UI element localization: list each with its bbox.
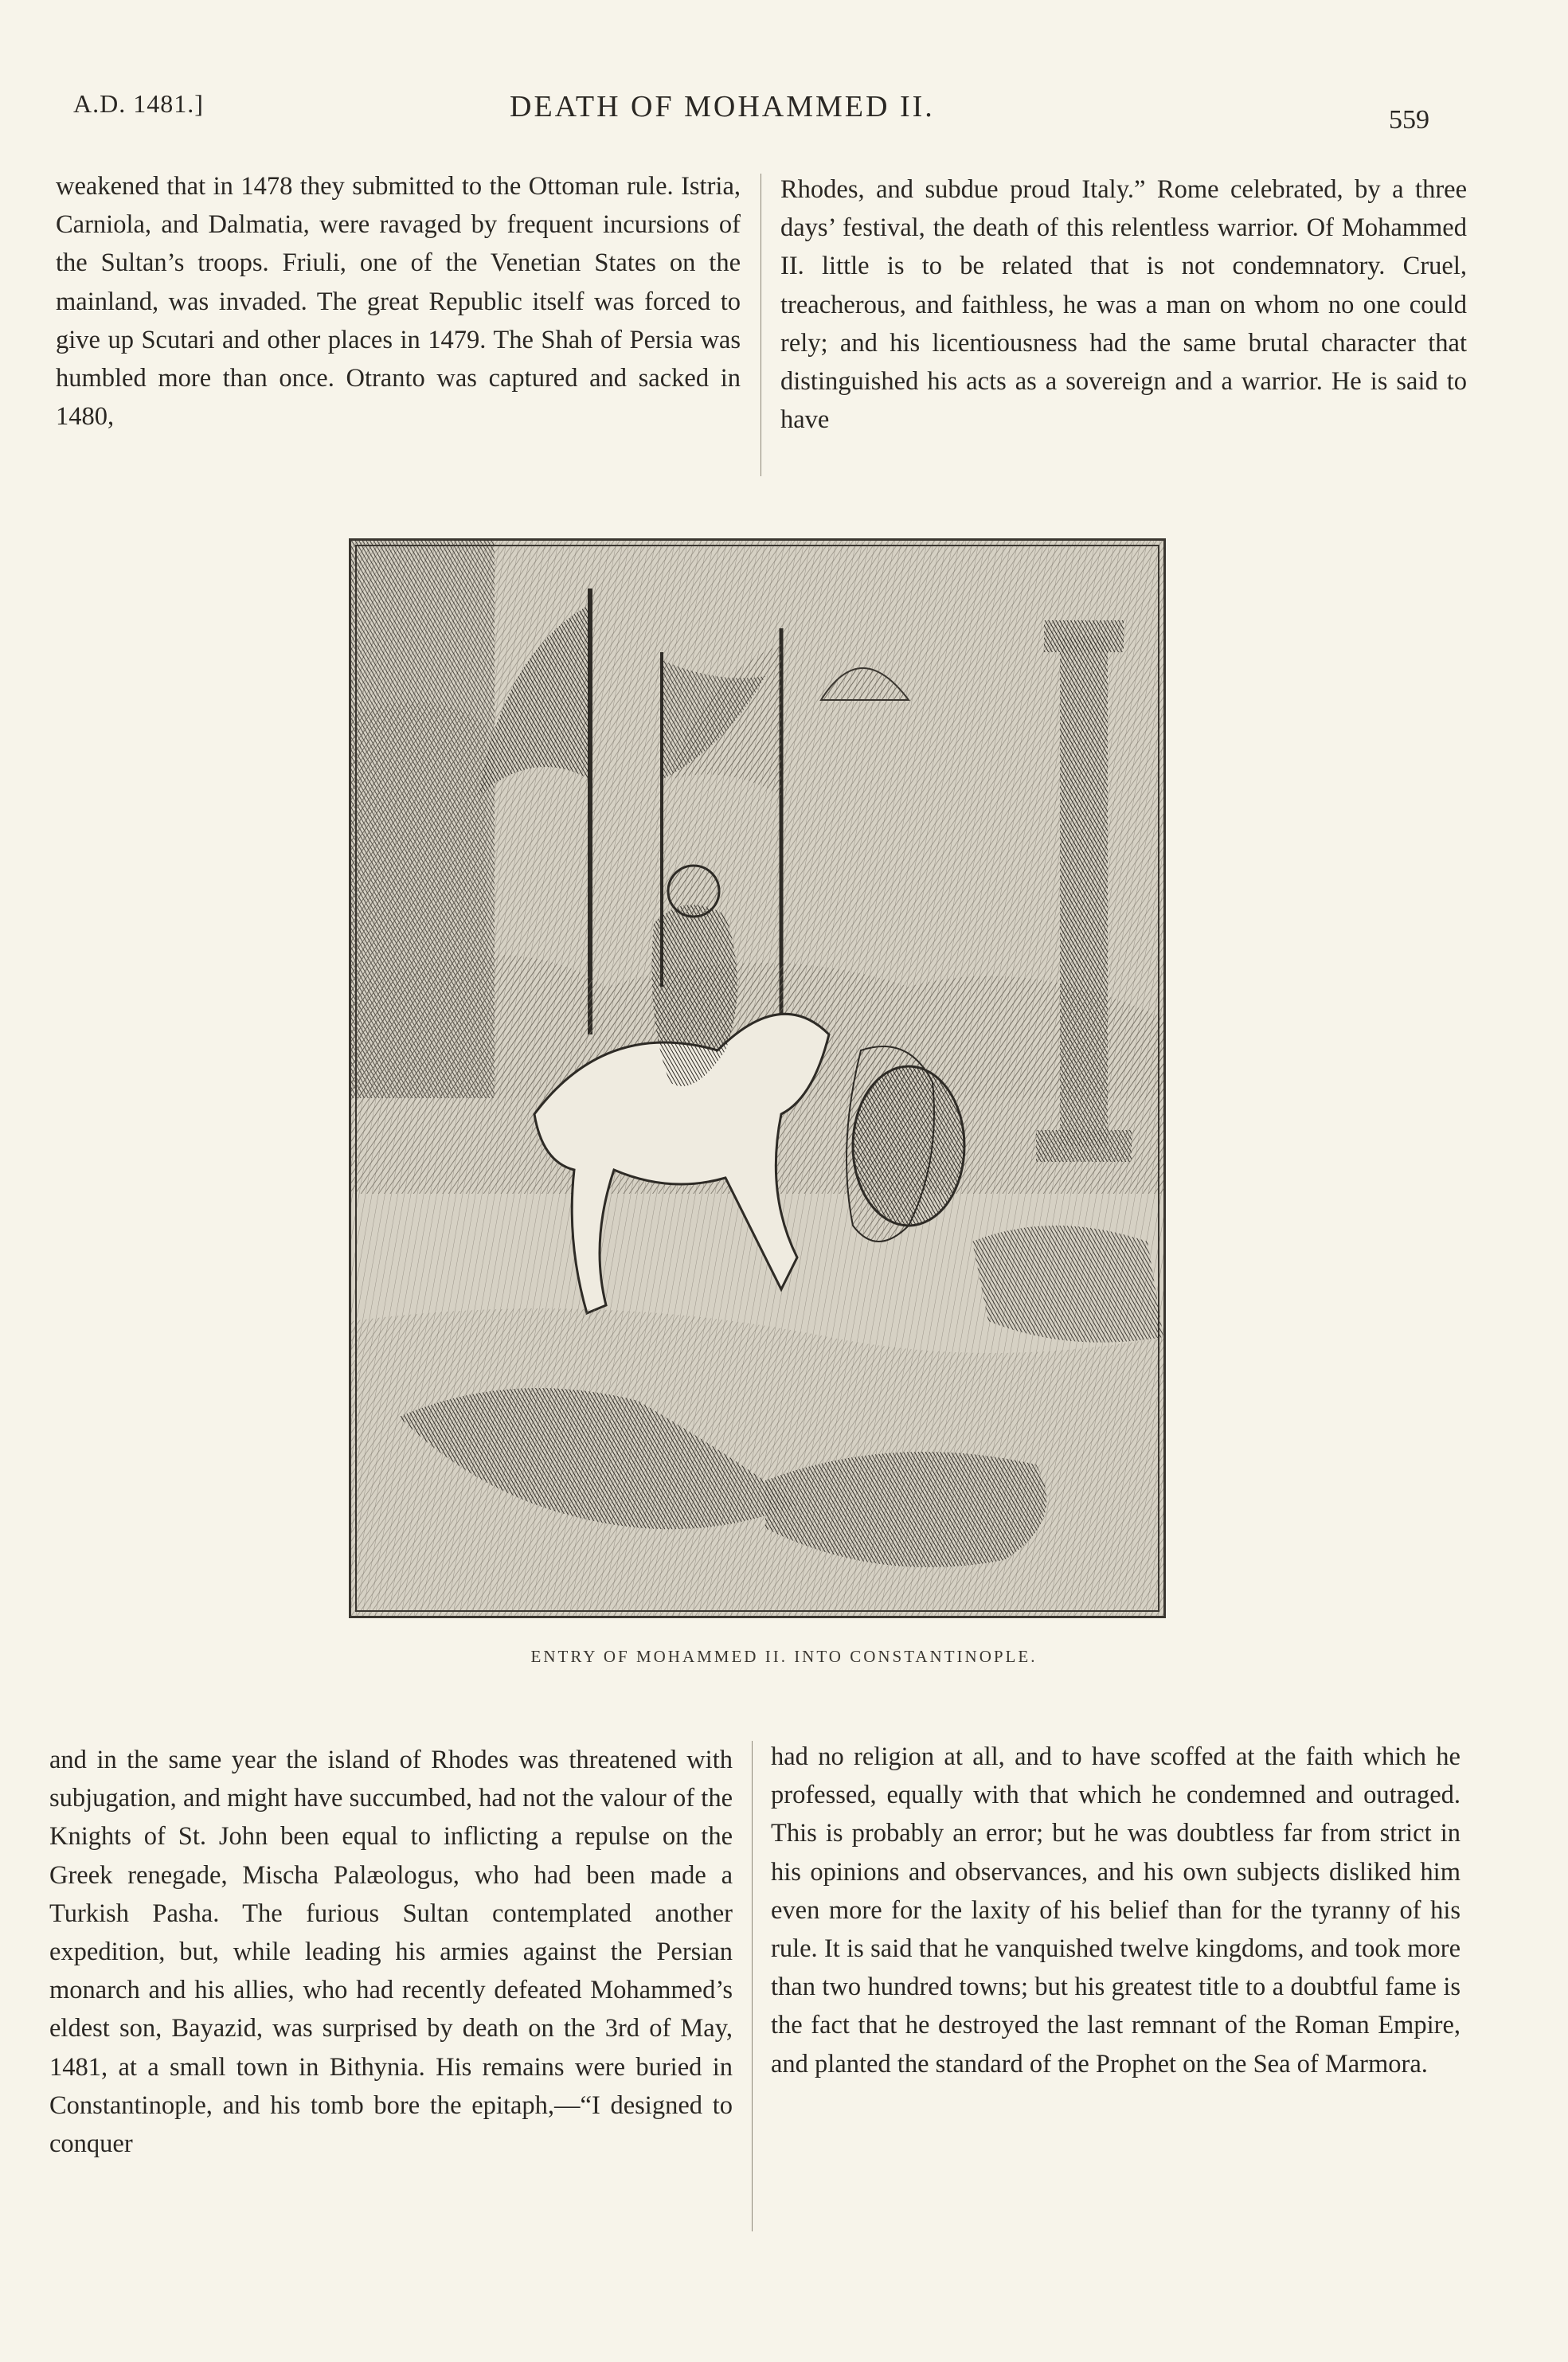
illustration-caption: ENTRY OF MOHAMMED II. INTO CONSTANTINOPLE.	[530, 1647, 1038, 1666]
engraving-illustration	[349, 538, 1166, 1618]
engraving-artwork	[351, 541, 1163, 1616]
running-head-title: DEATH OF MOHAMMED II.	[510, 90, 935, 123]
column-divider	[752, 1741, 753, 2231]
bottom-left-column	[49, 1741, 733, 2163]
top-left-column	[56, 167, 741, 436]
running-head-date: A.D. 1481.]	[73, 89, 204, 118]
paragraph: Rhodes, and subdue proud Italy.” Rome celebrated, by a three days’ festival, the death of this relentless warrior. Of Mohammed II. little is to be related that is not condemnatory. Cruel, treacherous, and faithless, he was a man on whom no one could rely; and his licentiousness had the same brutal character that distinguished his acts as a sovereign and a warrior. He is said to have	[780, 175, 1467, 435]
running-head	[0, 89, 1568, 137]
paragraph: and in the same year the island of Rhodes was threatened with subjugation, and might have succumbed, had not the valour of the Knights of St. John been equal to inflicting a repulse on the Greek renegade, Mischa Palæologus, who had been made a Turkish Pasha. The furious Sultan contemplated another expedition, but, while leading his armies against the Persian monarch and his allies, who had recently defeated Mohammed’s eldest son, Bayazid, was surprised by death on the 3rd of May, 1481, at a small town in Bithynia. His remains were buried in Constantinople, and his tomb bore the epitaph,—“I designed to conquer	[49, 1746, 733, 2159]
paragraph: weakened that in 1478 they submitted to the Ottoman rule. Istria, Carniola, and Dalmatia, were ravaged by frequent incursions of the Sultan’s troops. Friuli, one of the Venetian States on the mainland, was invaded. The great Republic itself was forced to give up Scutari and other places in 1479. The Shah of Persia was humbled more than once. Otranto was captured and sacked in 1480,	[56, 172, 741, 432]
page-number: 559	[1389, 105, 1429, 135]
top-right-column	[780, 170, 1467, 439]
paragraph: had no religion at all, and to have scoffed at the faith which he professed, equally with that which he condemned and outraged. This is probably an error; but he was doubtless far from strict in his opinions and observances, and his own subjects disliked him even more for the laxity of his belief than for the tyranny of his rule. It is said that he vanquished twelve kingdoms, and took more than two hundred towns; but his greatest title to a doubtful fame is the fact that he destroyed the last remnant of the Roman Empire, and planted the standard of the Prophet on the Sea of Marmora.	[771, 1742, 1460, 2078]
bottom-right-column	[771, 1738, 1460, 2083]
